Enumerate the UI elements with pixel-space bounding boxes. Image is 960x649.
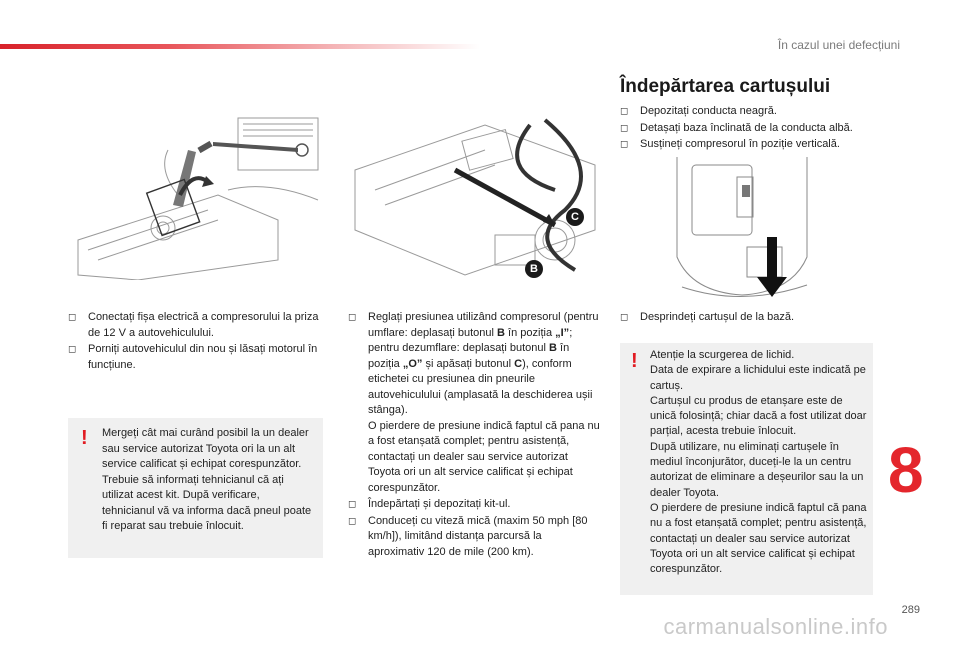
checkbox-bullet-icon: ◻ [620, 106, 629, 117]
checkbox-bullet-icon: ◻ [620, 312, 629, 323]
column-1 [68, 310, 323, 374]
list-item [68, 310, 323, 341]
column-2 [348, 310, 600, 561]
list-item-text: Depozitați conducta neagră. [640, 105, 777, 117]
list-item-text: Detașați baza înclinată de la conducta albă. [640, 121, 853, 134]
label-b-text: B [530, 263, 538, 275]
position-i-ref: „I” [555, 326, 570, 339]
button-c-ref: C [514, 357, 523, 370]
label-c-text: C [571, 211, 579, 223]
chapter-number: 8 [888, 434, 924, 506]
column-3-steps [620, 104, 880, 154]
button-b-ref: B [497, 326, 505, 339]
list-item-text: Desprindeți cartușul de la bază. [640, 311, 795, 323]
list-item-text: Conduceți cu viteză mică (maxim 50 mph [80 km/h]), limitând distanța parcursă la aproximativ 120 de mile (200 km). [368, 514, 588, 558]
warning-text: Mergeți cât mai curând posibil la un dealer sau service autorizat Toyota ori la un alt service calificat și echipat corespunzător. Trebuie să informați tehnicianul că ați utilizat acest kit. După verificare, tehnicianul vă va informa dacă pneul poate fi reparat sau trebuie înlocuit. [102, 427, 312, 532]
checkbox-bullet-icon: ◻ [68, 344, 77, 355]
list-item [620, 137, 880, 153]
label-b-icon [525, 260, 543, 278]
checkbox-bullet-icon: ◻ [620, 122, 629, 134]
checkbox-bullet-icon: ◻ [348, 515, 357, 527]
page-number: 289 [901, 604, 920, 616]
warning-text: Atenție la scurgerea de lichid. Data de expirare a lichidului este indicată pe cartuș. Cartușul cu produs de etanșare este de unică folosință; chiar dacă a fost utilizat doar parțial, acesta trebuie înlocuit. După utilizare, nu eliminați cartușele în mediul înconjurător, duceți-le la un centru autorizat de eliminare a deșeurilor sau la un dealer Toyota. O pierdere de presiune indică faptul că pana nu a fost etanșată complet; pentru asistență, contactați un dealer sau service autorizat Toyota ori un alt service calificat și echipat corespunzător. [650, 349, 867, 576]
checkbox-bullet-icon: ◻ [348, 312, 357, 323]
list-item [348, 310, 600, 496]
section-title: Îndepărtarea cartușului [620, 76, 831, 97]
list-item [620, 104, 880, 120]
text-run: în poziția [368, 342, 570, 370]
compressor-socket-illustration [68, 110, 323, 280]
list-item [68, 342, 323, 373]
list-item [348, 514, 600, 561]
section-header: În cazul unei defecțiuni [777, 38, 900, 52]
warning-box-1 [68, 418, 323, 558]
list-item [620, 310, 880, 326]
compressor-buttons-illustration [345, 110, 600, 280]
position-o-ref: „O” [402, 357, 423, 370]
button-b-ref: B [549, 342, 557, 354]
list-item-text [368, 311, 600, 494]
list-item [348, 497, 600, 513]
list-item-text: Îndepărtați și depozitați kit-ul. [368, 498, 511, 510]
warning-exclamation-icon: ! [81, 427, 88, 449]
label-c-icon [566, 208, 584, 226]
header-accent-bar [0, 44, 480, 49]
text-run: și apăsați butonul [422, 357, 515, 370]
checkbox-bullet-icon: ◻ [348, 499, 357, 510]
text-run: în poziția [504, 326, 556, 339]
checkbox-bullet-icon: ◻ [68, 312, 77, 323]
list-item-text: Susțineți compresorul în poziție verticală. [640, 138, 840, 150]
warning-box-2 [620, 343, 873, 595]
checkbox-bullet-icon: ◻ [620, 139, 629, 150]
cartridge-removal-illustration [672, 157, 812, 302]
text-run: ; pentru dezumflare: deplasați butonul [368, 326, 573, 354]
text-run: ), conform etichetei cu presiunea din pneurile autovehiculului (amplasată la deschiderea ușii stânga). [368, 357, 593, 416]
warning-exclamation-icon: ! [631, 350, 638, 372]
list-item-text: Porniți autovehiculul din nou și lăsați motorul în funcțiune. [88, 343, 318, 371]
watermark: carmanualsonline.info [663, 614, 888, 639]
list-item [620, 121, 880, 137]
column-3-after [620, 310, 880, 327]
list-item-text: Conectați fișa electrică a compresorului la priza de 12 V a autovehiculului. [88, 311, 319, 339]
text-run: O pierdere de presiune indică faptul că pana nu a fost etanșată complet; pentru asistență, contactați un dealer sau service autorizat Toyota ori un alt service calificat și echipat corespunzător. [368, 419, 600, 494]
text-run: Reglați presiunea utilizând compresorul (pentru umflare: deplasați butonul [368, 311, 599, 339]
